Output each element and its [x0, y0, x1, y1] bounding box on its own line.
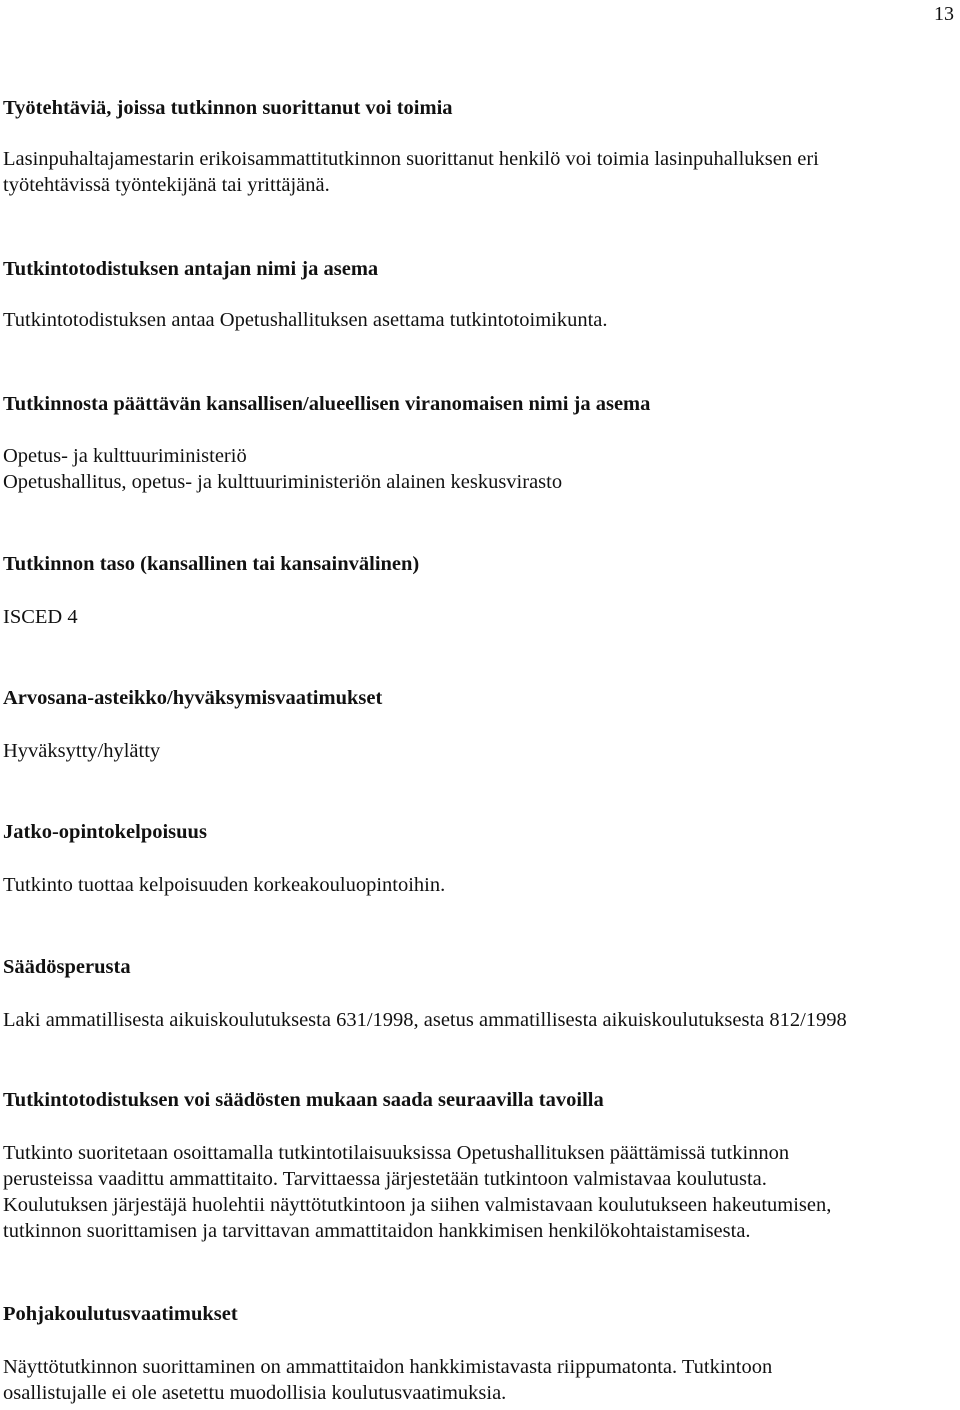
section-ways-to-obtain — [3, 1087, 953, 1244]
section-grading — [3, 685, 953, 764]
page-number: 13 — [934, 3, 954, 25]
body-line: perusteissa vaadittu ammattitaito. Tarvittaessa järjestetään tutkintoon valmistavaa koulutusta. — [3, 1168, 767, 1190]
section-heading: Tutkintotodistuksen antajan nimi ja asema — [3, 258, 379, 280]
section-job-tasks — [3, 95, 953, 198]
section-heading: Pohjakoulutusvaatimukset — [3, 1303, 238, 1325]
body-line: Laki ammatillisesta aikuiskoulutuksesta 631/1998, asetus ammatillisesta aikuiskoulutuksesta 812/1998 — [3, 1009, 847, 1031]
body-line: ISCED 4 — [3, 606, 78, 628]
body-line: Näyttötutkinnon suorittaminen on ammattitaidon hankkimistavasta riippumatonta. Tutkintoon — [3, 1356, 773, 1378]
section-certificate-issuer — [3, 256, 953, 333]
section-heading: Tutkintotodistuksen voi säädösten mukaan saada seuraavilla tavoilla — [3, 1089, 604, 1111]
section-level — [3, 551, 953, 630]
body-line: Tutkinto suoritetaan osoittamalla tutkintotilaisuuksissa Opetushallituksen päättämissä tutkinnon — [3, 1142, 790, 1164]
body-line: Koulutuksen järjestäjä huolehtii näyttötutkintoon ja siihen valmistavaan koulutukseen hakeutumisen, — [3, 1194, 832, 1216]
section-heading: Arvosana-asteikko/hyväksymisvaatimukset — [3, 687, 383, 709]
section-heading: Jatko-opintokelpoisuus — [3, 821, 207, 843]
body-line: tutkinnon suorittamisen ja tarvittavan ammattitaidon hankkimisen henkilökohtaistamisesta. — [3, 1220, 751, 1242]
body-line: Opetus- ja kulttuuriministeriö — [3, 445, 247, 467]
body-line: Lasinpuhaltajamestarin erikoisammattitutkinnon suorittanut henkilö voi toimia lasinpuhalluksen eri — [3, 148, 819, 170]
section-authority — [3, 391, 953, 495]
section-heading: Työtehtäviä, joissa tutkinnon suorittanut voi toimia — [3, 97, 453, 119]
body-line: Hyväksytty/hylätty — [3, 740, 161, 762]
body-line: työtehtävissä työntekijänä tai yrittäjänä. — [3, 174, 330, 196]
section-further-study — [3, 819, 953, 898]
section-prerequisites — [3, 1301, 953, 1406]
body-line: Tutkintotodistuksen antaa Opetushallituksen asettama tutkintotoimikunta. — [3, 309, 608, 331]
body-line: osallistujalle ei ole asetettu muodollisia koulutusvaatimuksia. — [3, 1382, 507, 1404]
section-heading: Tutkinnosta päättävän kansallisen/alueellisen viranomaisen nimi ja asema — [3, 393, 651, 415]
section-heading: Tutkinnon taso (kansallinen tai kansainvälinen) — [3, 553, 420, 575]
section-legal-basis — [3, 954, 953, 1033]
body-line: Opetushallitus, opetus- ja kulttuuriministeriön alainen keskusvirasto — [3, 471, 563, 493]
section-heading: Säädösperusta — [3, 956, 131, 978]
body-line: Tutkinto tuottaa kelpoisuuden korkeakouluopintoihin. — [3, 874, 446, 896]
